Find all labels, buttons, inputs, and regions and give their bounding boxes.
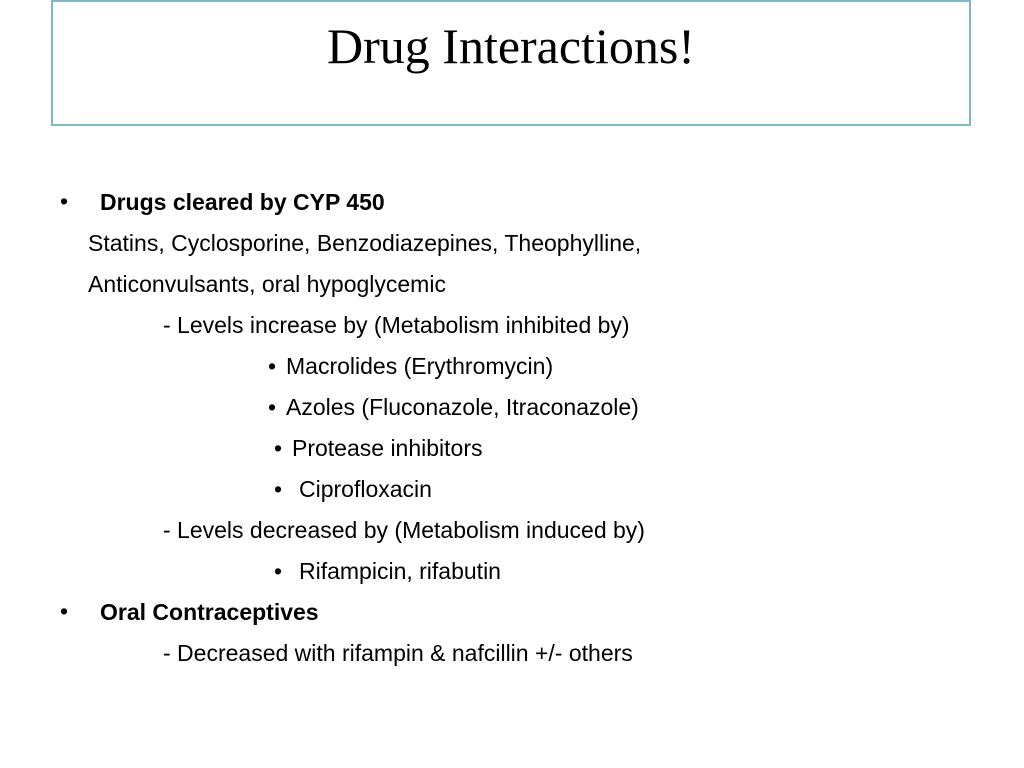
levels-decrease-label: - Levels decreased by (Metabolism induced by) <box>163 517 645 543</box>
bullet-heading-cyp450: Drugs cleared by CYP 450 <box>100 189 385 215</box>
bullet-dot: • <box>60 188 69 214</box>
bullet-dot: • <box>268 394 277 420</box>
inhibitor-item: Macrolides (Erythromycin) <box>286 353 554 379</box>
bullet-dot: • <box>268 353 277 379</box>
contraceptive-sub-label: - Decreased with rifampin & nafcillin +/- others <box>163 640 633 666</box>
bullet-dot: • <box>274 558 283 584</box>
slide-title: Drug Interactions! <box>327 18 695 74</box>
inducer-item: Rifampicin, rifabutin <box>299 558 501 584</box>
inhibitor-item: Ciprofloxacin <box>299 476 432 502</box>
bullet-dot: • <box>274 476 283 502</box>
title-box <box>51 0 971 126</box>
bullet-dot: • <box>274 435 283 461</box>
bullet-heading-oral-contraceptives: Oral Contraceptives <box>100 599 319 625</box>
bullet-dot: • <box>60 598 69 624</box>
drug-list-line-2: Anticonvulsants, oral hypoglycemic <box>88 271 446 297</box>
levels-increase-label: - Levels increase by (Metabolism inhibited by) <box>163 312 630 338</box>
inhibitor-item: Azoles (Fluconazole, Itraconazole) <box>286 394 639 420</box>
inhibitor-item: Protease inhibitors <box>292 435 483 461</box>
drug-list-line-1: Statins, Cyclosporine, Benzodiazepines, Theophylline, <box>88 230 642 256</box>
